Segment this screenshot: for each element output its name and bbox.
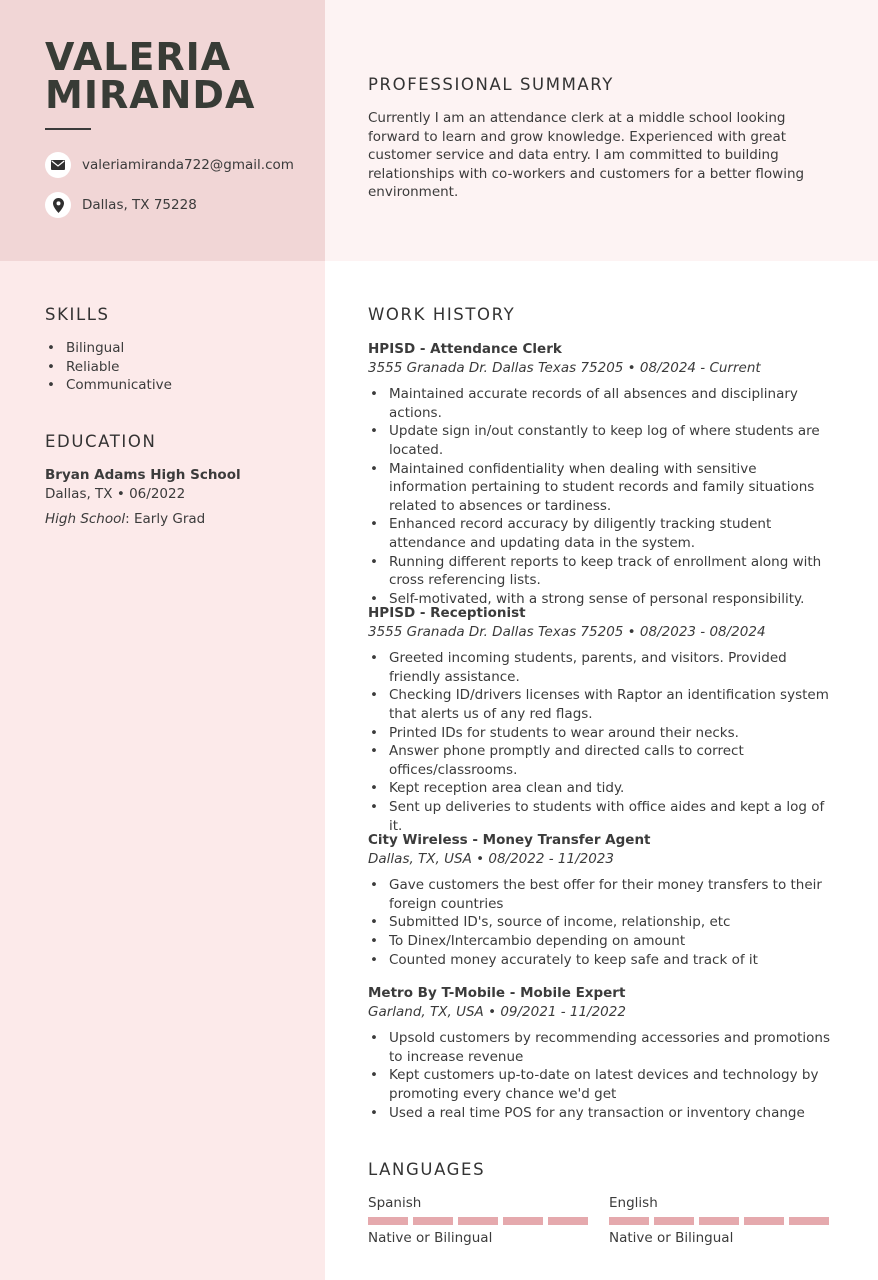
language-level: Native or Bilingual <box>609 1230 734 1246</box>
job-bullets <box>368 385 838 608</box>
first-name: VALERIA <box>45 35 232 79</box>
job-bullet: • Running different reports to keep track of enrollment along with cross referencing lists. <box>368 553 838 590</box>
contact-email[interactable] <box>45 152 294 178</box>
education-location-date: Dallas, TX • 06/2022 <box>45 486 186 502</box>
job-bullet: • Greeted incoming students, parents, and visitors. Provided friendly assistance. <box>368 649 838 686</box>
degree-label: High School <box>45 511 126 527</box>
job-bullet: • Self-motivated, with a strong sense of personal responsibility. <box>368 590 838 609</box>
rating-segment <box>368 1217 408 1225</box>
rating-segment <box>609 1217 649 1225</box>
languages-heading: LANGUAGES <box>368 1160 486 1179</box>
rating-segment <box>744 1217 784 1225</box>
rating-segment <box>548 1217 588 1225</box>
education-heading: EDUCATION <box>45 432 157 451</box>
degree-value: : Early Grad <box>125 511 206 527</box>
last-name: MIRANDA <box>45 73 256 117</box>
contact-location <box>45 192 197 218</box>
job-bullets <box>368 876 838 969</box>
job-meta: 3555 Granada Dr. Dallas Texas 75205 • 08/2023 - 08/2024 <box>368 623 766 640</box>
skills-heading: SKILLS <box>45 305 110 324</box>
language-rating-bar <box>368 1217 588 1225</box>
rating-segment <box>789 1217 829 1225</box>
job-bullet: • Maintained confidentiality when dealing with sensitive information pertaining to student records and family situations related to absences or tardiness. <box>368 460 838 516</box>
summary-text: Currently I am an attendance clerk at a middle school looking forward to learn and grow knowledge. Experienced with great customer service and data entry. I am committed to building relationships with co-workers and customers for a better flowing environment. <box>368 110 805 201</box>
language-name: English <box>609 1195 658 1211</box>
language-entry <box>368 1194 588 1247</box>
job-bullet: • To Dinex/Intercambio depending on amount <box>368 932 838 951</box>
job-entry <box>368 604 838 835</box>
job-bullet: • Checking ID/drivers licenses with Raptor an identification system that alerts us of any red flags. <box>368 686 838 723</box>
rating-segment <box>458 1217 498 1225</box>
skill-item: • Communicative <box>45 376 305 395</box>
name-divider <box>45 128 91 130</box>
job-bullet: • Upsold customers by recommending accessories and promotions to increase revenue <box>368 1029 838 1066</box>
job-entry <box>368 340 838 608</box>
education-degree <box>45 511 205 527</box>
job-bullets <box>368 649 838 835</box>
job-entry <box>368 984 838 1122</box>
job-bullet: • Kept customers up-to-date on latest devices and technology by promoting every chance we'd get <box>368 1066 838 1103</box>
education-school: Bryan Adams High School <box>45 467 241 483</box>
job-bullets <box>368 1029 838 1122</box>
job-bullet: • Used a real time POS for any transaction or inventory change <box>368 1104 838 1123</box>
job-bullet: • Counted money accurately to keep safe and track of it <box>368 951 838 970</box>
job-bullet: • Sent up deliveries to students with office aides and kept a log of it. <box>368 798 838 835</box>
job-title: HPISD - Receptionist <box>368 605 526 621</box>
job-entry <box>368 831 838 969</box>
location-text: Dallas, TX 75228 <box>82 197 197 213</box>
language-name: Spanish <box>368 1195 422 1211</box>
job-bullet: • Update sign in/out constantly to keep log of where students are located. <box>368 422 838 459</box>
summary-heading: PROFESSIONAL SUMMARY <box>368 75 614 94</box>
job-bullet: • Gave customers the best offer for their money transfers to their foreign countries <box>368 876 838 913</box>
job-meta: 3555 Granada Dr. Dallas Texas 75205 • 08/2024 - Current <box>368 359 761 376</box>
job-bullet: • Answer phone promptly and directed calls to correct offices/classrooms. <box>368 742 838 779</box>
map-pin-icon <box>45 192 71 218</box>
envelope-icon <box>45 152 71 178</box>
language-rating-bar <box>609 1217 829 1225</box>
job-bullet: • Maintained accurate records of all absences and disciplinary actions. <box>368 385 838 422</box>
job-title: Metro By T-Mobile - Mobile Expert <box>368 985 626 1001</box>
job-meta: Garland, TX, USA • 09/2021 - 11/2022 <box>368 1003 626 1020</box>
job-title: HPISD - Attendance Clerk <box>368 341 562 357</box>
job-bullet: • Printed IDs for students to wear around their necks. <box>368 724 838 743</box>
job-bullet: • Submitted ID's, source of income, relationship, etc <box>368 913 838 932</box>
candidate-name <box>45 35 256 117</box>
job-title: City Wireless - Money Transfer Agent <box>368 832 651 848</box>
skills-list <box>45 339 305 395</box>
job-bullet: • Kept reception area clean and tidy. <box>368 779 838 798</box>
sidebar-panel <box>0 261 325 1280</box>
rating-segment <box>413 1217 453 1225</box>
job-meta: Dallas, TX, USA • 08/2022 - 11/2023 <box>368 850 614 867</box>
email-text: valeriamiranda722@gmail.com <box>82 157 294 173</box>
skill-item: • Reliable <box>45 358 305 377</box>
rating-segment <box>503 1217 543 1225</box>
work-history-heading: WORK HISTORY <box>368 305 516 324</box>
rating-segment <box>654 1217 694 1225</box>
skill-item: • Bilingual <box>45 339 305 358</box>
rating-segment <box>699 1217 739 1225</box>
job-bullet: • Enhanced record accuracy by diligently tracking student attendance and updating data in the system. <box>368 515 838 552</box>
language-entry <box>609 1194 829 1247</box>
language-level: Native or Bilingual <box>368 1230 493 1246</box>
